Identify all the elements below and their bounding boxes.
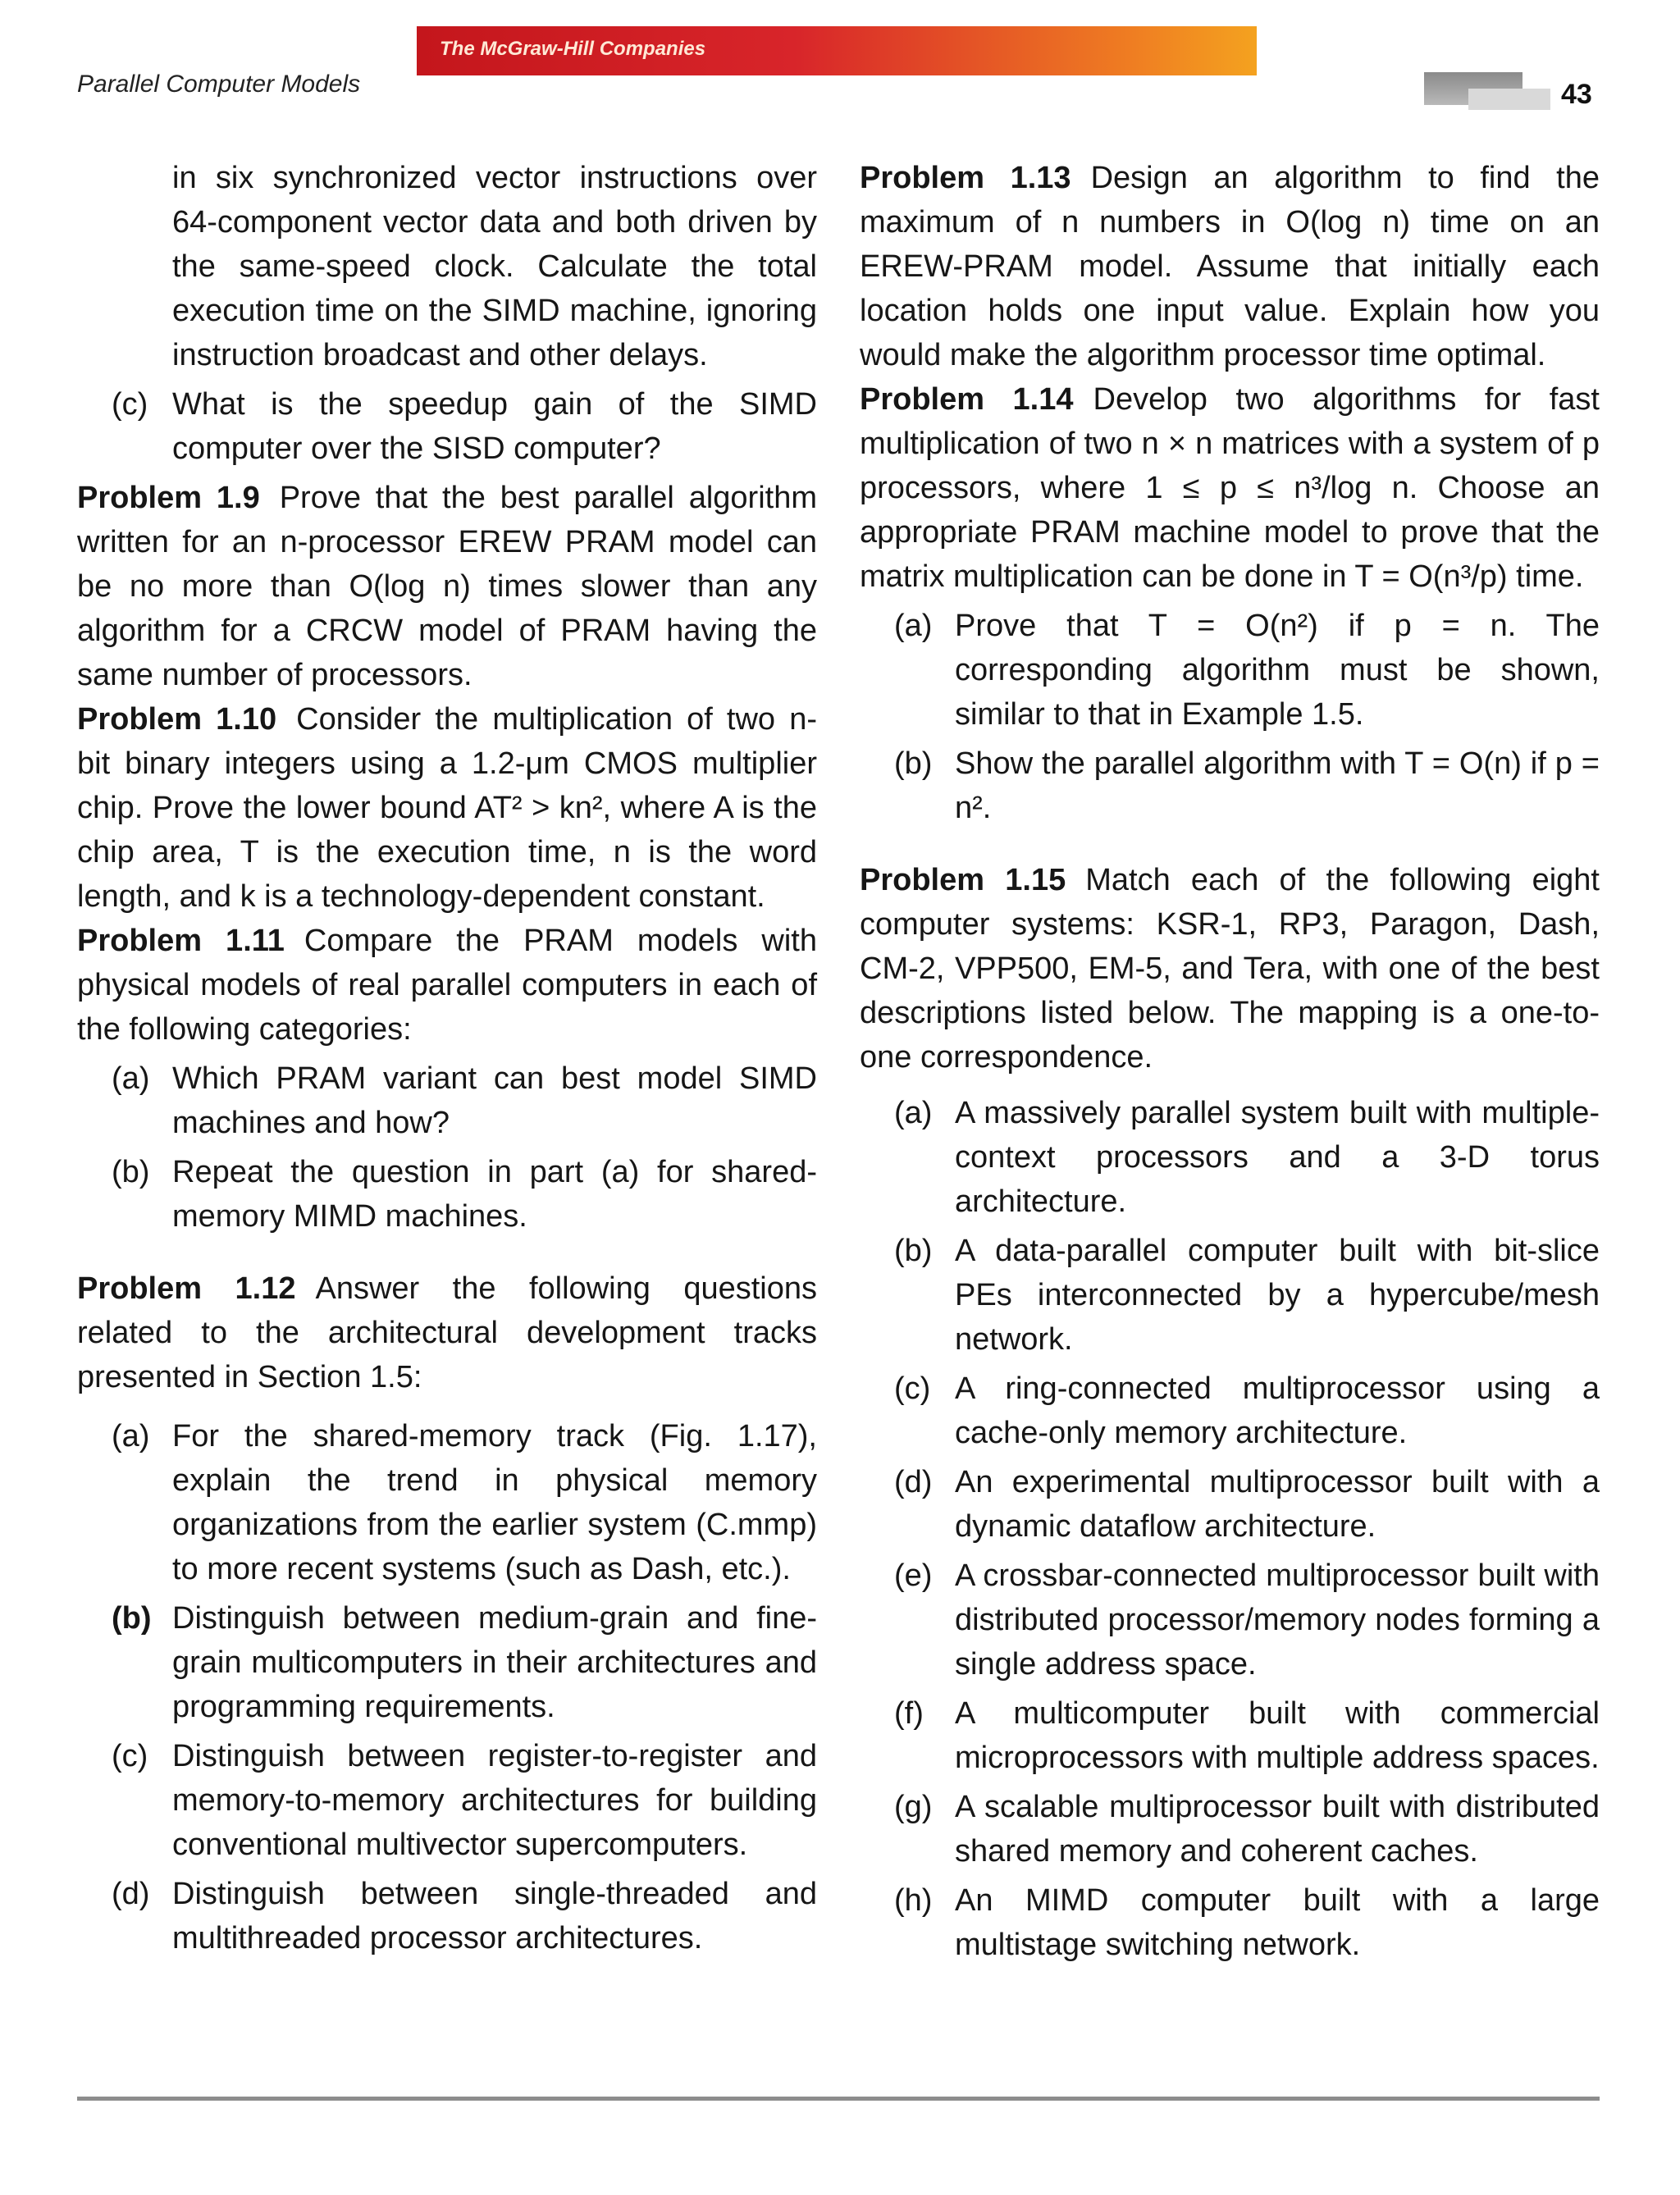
left-column — [77, 156, 817, 1965]
list-item — [860, 1691, 1600, 1780]
problem-1-15 — [860, 858, 1600, 1967]
list-item — [860, 1785, 1600, 1873]
list-item — [860, 742, 1600, 830]
list-item — [860, 1554, 1600, 1686]
list-item — [77, 1414, 817, 1591]
item-label: (a) — [894, 609, 933, 643]
problem-text: Compare the PRAM models with physical models of real parallel computers in each of the following categories: — [77, 924, 817, 1047]
problem-1-12 — [77, 1266, 817, 1960]
item-label: (a) — [112, 1061, 150, 1096]
publisher-name: The McGraw-Hill Companies — [440, 38, 706, 60]
item-text: Repeat the question in part (a) for shared-memory MIMD machines. — [172, 1155, 817, 1234]
list-item — [77, 1056, 817, 1145]
page-number: 43 — [1561, 79, 1592, 110]
item-label: (a) — [112, 1419, 150, 1453]
item-label: (b) — [112, 1155, 150, 1189]
item-text: A multicomputer built with commercial microprocessors with multiple address spaces. — [955, 1696, 1600, 1775]
publisher-banner — [417, 26, 1257, 75]
problem-title: Problem 1.15 — [860, 863, 1066, 897]
list-item — [860, 1460, 1600, 1549]
problem-text: Prove that the best parallel algorithm written for an n-processor EREW PRAM model can be no more than O(log n) times slower than any algorithm for a CRCW model of PRAM having the same number of processors. — [77, 481, 817, 692]
footer-rule — [77, 2097, 1600, 2101]
right-column — [860, 156, 1600, 1972]
item-label: (b) — [112, 1601, 152, 1636]
item-label: (c) — [112, 1739, 148, 1773]
item-text: Prove that T = O(n²) if p = n. The corresponding algorithm must be shown, similar to that in Example 1.5. — [955, 609, 1600, 732]
item-text: Distinguish between single-threaded and multithreaded processor architectures. — [172, 1877, 817, 1955]
item-label: (b) — [894, 1234, 933, 1268]
item-text: Show the parallel algorithm with T = O(n) if p = n². — [955, 746, 1600, 825]
problem-title: Problem 1.9 — [77, 481, 260, 515]
item-label: (d) — [894, 1465, 933, 1499]
continued-text: in six synchronized vector instructions over 64-component vector data and both driven by the same-speed clock. Calculate the total execution time on the SIMD machine, ignoring instruction broadcast and other delays. — [172, 161, 817, 372]
problem-text: Design an algorithm to find the maximum of n numbers in O(log n) time on an EREW-PRAM model. Assume that initially each location holds one input value. Explain how you would make the algorithm processor time optimal. — [860, 161, 1600, 372]
item-label: (e) — [894, 1558, 933, 1593]
item-text: An experimental multiprocessor built with a dynamic dataflow architecture. — [955, 1465, 1600, 1544]
item-label: (c) — [112, 387, 148, 422]
list-item — [77, 1872, 817, 1960]
item-text: A ring-connected multiprocessor using a cache-only memory architecture. — [955, 1371, 1600, 1450]
item-label: (a) — [894, 1096, 933, 1130]
list-item — [860, 1878, 1600, 1967]
item-text: A data-parallel computer built with bit-slice PEs interconnected by a hypercube/mesh network. — [955, 1234, 1600, 1357]
problem-title: Problem 1.13 — [860, 161, 1071, 195]
item-label: (b) — [894, 746, 933, 781]
problem-text: Answer the following questions related to the architectural development tracks presented in Section 1.5: — [77, 1271, 817, 1394]
item-text: What is the speedup gain of the SIMD computer over the SISD computer? — [172, 387, 817, 466]
problem-1-10 — [77, 697, 817, 919]
page-tab-shadow — [1468, 89, 1550, 110]
running-title: Parallel Computer Models — [77, 71, 361, 98]
item-label: (d) — [112, 1877, 150, 1911]
problem-title: Problem 1.10 — [77, 702, 277, 737]
problem-1-9 — [77, 476, 817, 697]
list-item — [860, 1229, 1600, 1362]
item-label: (c) — [894, 1371, 931, 1406]
problem-1-11 — [77, 919, 817, 1239]
item-text: Distinguish between medium-grain and fine-grain multicomputers in their architectures and programming requirements. — [172, 1601, 817, 1724]
item-label: (f) — [894, 1696, 924, 1731]
problem-title: Problem 1.11 — [77, 924, 285, 958]
item-text: A massively parallel system built with multiple-context processors and a 3-D torus architecture. — [955, 1096, 1600, 1219]
list-item — [77, 1734, 817, 1867]
problem-1-13 — [860, 156, 1600, 377]
item-text: A crossbar-connected multiprocessor built with distributed processor/memory nodes forming a single address space. — [955, 1558, 1600, 1682]
item-text: For the shared-memory track (Fig. 1.17), explain the trend in physical memory organizations from the earlier system (C.mmp) to more recent systems (such as Dash, etc.). — [172, 1419, 817, 1586]
item-text: Distinguish between register-to-register and memory-to-memory architectures for building conventional multivector supercomputers. — [172, 1739, 817, 1862]
problem-text: Consider the multiplication of two n-bit binary integers using a 1.2-μm CMOS multiplier chip. Prove the lower bound AT² > kn², where A is the chip area, T is the execution time, n is the word length, and k is a technology-dependent constant. — [77, 702, 817, 914]
problem-1-14 — [860, 377, 1600, 830]
list-item — [860, 1091, 1600, 1224]
problem-text: Match each of the following eight computer systems: KSR-1, RP3, Paragon, Dash, CM-2, VPP500, EM-5, and Tera, with one of the best descriptions listed below. The mapping is a one-to-one correspondence. — [860, 863, 1600, 1075]
item-text: Which PRAM variant can best model SIMD machines and how? — [172, 1061, 817, 1140]
problem-title: Problem 1.14 — [860, 382, 1074, 417]
problem-title: Problem 1.12 — [77, 1271, 296, 1306]
list-item — [77, 1596, 817, 1729]
list-item — [860, 1367, 1600, 1455]
list-item — [77, 1150, 817, 1239]
item-label: (h) — [894, 1883, 933, 1918]
list-item — [860, 604, 1600, 737]
item-text: A scalable multiprocessor built with distributed shared memory and coherent caches. — [955, 1790, 1600, 1869]
problem-text: Develop two algorithms for fast multiplication of two n × n matrices with a system of p processors, where 1 ≤ p ≤ n³/log n. Choose an appropriate PRAM machine model to prove that the matrix multiplication can be done in T = O(n³/p) time. — [860, 382, 1600, 594]
item-label: (g) — [894, 1790, 933, 1824]
list-item — [77, 382, 817, 471]
item-text: An MIMD computer built with a large multistage switching network. — [955, 1883, 1600, 1962]
